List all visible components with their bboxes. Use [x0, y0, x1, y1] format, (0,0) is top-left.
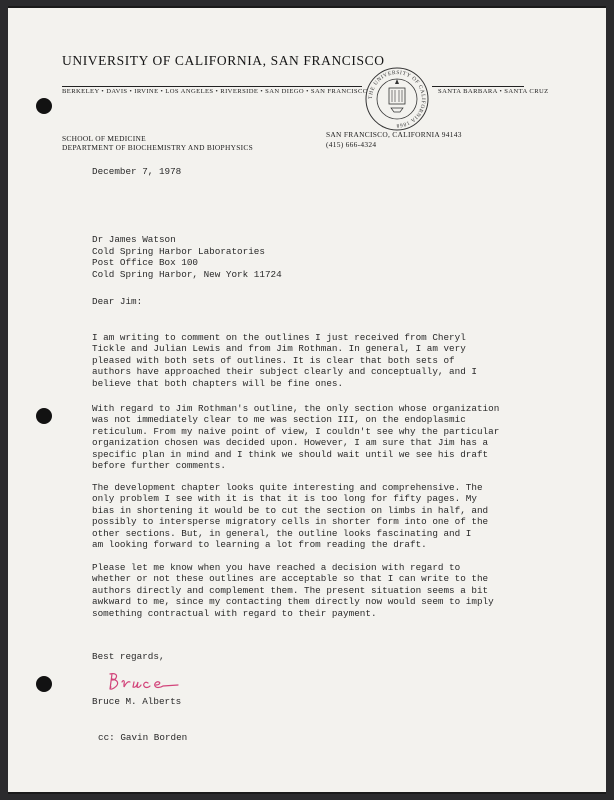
- letter-page: [8, 6, 606, 794]
- department-name: DEPARTMENT OF BIOCHEMISTRY AND BIOPHYSICS: [62, 143, 254, 152]
- signer-name: Bruce M. Alberts: [92, 696, 182, 707]
- city-line: SAN FRANCISCO, CALIFORNIA 94143: [326, 130, 462, 139]
- university-seal: [364, 66, 430, 132]
- campus-list-left: BERKELEY • DAVIS • IRVINE • LOS ANGELES • RIVERSIDE • SAN DIEGO • SAN FRANCISCO: [62, 88, 368, 95]
- paragraph-3: The development chapter looks quite interesting and comprehensive. The only problem I see with it is that it is too long for fifty pages. My bias in shortening it would be to cut the section on limbs in half, and possibly to intersperse migratory cells in shorter form into one of the other sections. But, in general, the outline looks fascinating and I am looking forward to learning a lot from reading the draft.: [92, 482, 489, 551]
- closing: Best regards,: [92, 651, 165, 662]
- campus-list-right: SANTA BARBARA • SANTA CRUZ: [438, 88, 549, 95]
- recipient-line: Cold Spring Harbor Laboratories: [92, 245, 265, 257]
- recipient-address: [92, 234, 282, 281]
- recipient-line: Dr James Watson: [92, 234, 176, 245]
- recipient-line: Post Office Box 100: [92, 257, 199, 269]
- paragraph-2: With regard to Jim Rothman's outline, the only section whose organization was not immediately clear to me was section III, on the endoplasmic reticulum. From my naive point of view, I couldn't see why the particular organization chosen was decided upon. However, I am sure that Jim has a specific plan in mind and I think we should wait until we see his draft before further comments.: [92, 403, 500, 472]
- letterhead-rule-right: [432, 86, 524, 87]
- paragraph-1: I am writing to comment on the outlines I just received from Cheryl Tickle and Julian Lewis and from Jim Rothman. In general, I am very pleased with both sets of outlines. It is clear that both sets of authors have approached their subject clearly and conceptually, and I believe that both chapters will be fine ones.: [92, 332, 477, 389]
- cc-line: cc: Gavin Borden: [98, 732, 188, 743]
- salutation: Dear Jim:: [92, 296, 143, 307]
- phone-line: (415) 666-4324: [326, 140, 377, 149]
- letterhead-rule-left: [62, 86, 362, 87]
- paragraph-4: Please let me know when you have reached a decision with regard to whether or not these outlines are acceptable so that I can write to the authors directly and complement them. The present situation seems a bit awkward to me, since my contacting them directly now would seem to imply something contractual with regard to their payment.: [92, 562, 494, 619]
- address-block: [326, 130, 462, 150]
- punch-hole-top: [36, 98, 52, 114]
- punch-hole-bottom: [36, 676, 52, 692]
- school-block: [62, 134, 253, 152]
- handwritten-signature: [104, 668, 194, 696]
- seal-text: THE UNIVERSITY OF CALIFORNIA 1868: [367, 69, 427, 129]
- punch-hole-middle: [36, 408, 52, 424]
- letter-date: December 7, 1978: [92, 166, 182, 177]
- school-name: SCHOOL OF MEDICINE: [62, 134, 146, 143]
- university-name: UNIVERSITY OF CALIFORNIA, SAN FRANCISCO: [62, 53, 385, 68]
- recipient-line: Cold Spring Harbor, New York 11724: [92, 269, 282, 281]
